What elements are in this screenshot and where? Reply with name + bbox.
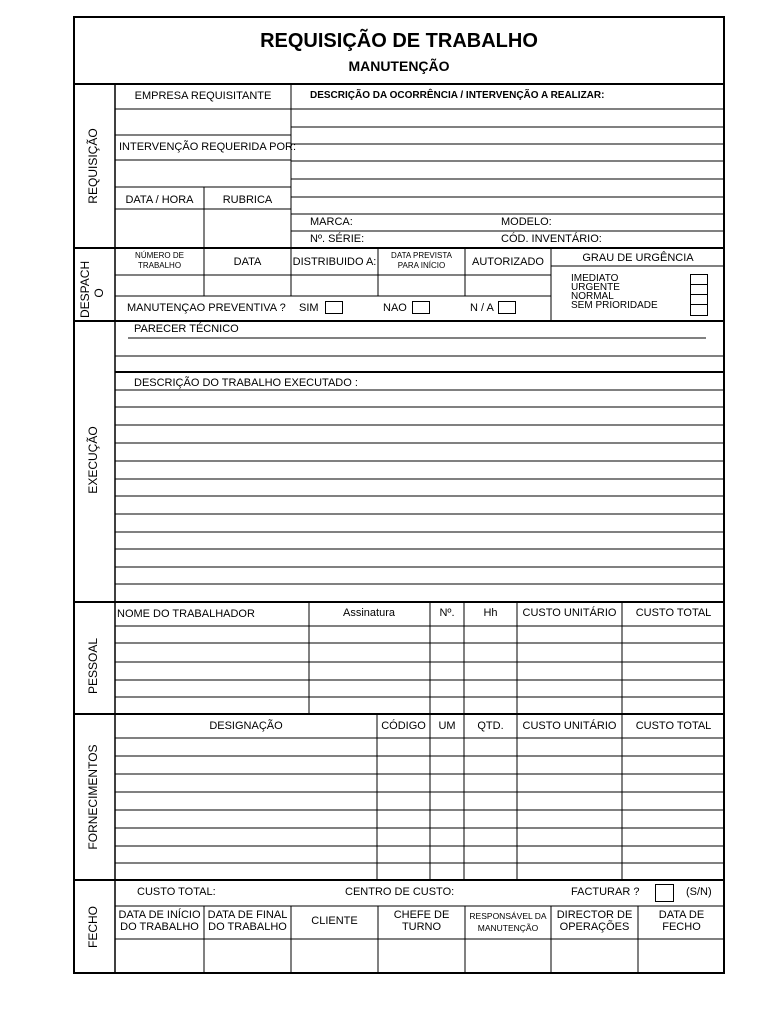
urgencia-normal: NORMAL — [571, 291, 614, 302]
urgencia-urgente: URGENTE — [571, 282, 620, 293]
section-fecho: FECHO — [86, 906, 100, 948]
fecho-col-data-fecho-2: FECHO — [662, 921, 701, 933]
section-execucao: EXECUÇÃO — [86, 426, 100, 494]
checkbox-facturar[interactable] — [655, 884, 674, 902]
forn-col-custo-total: CUSTO TOTAL — [635, 720, 712, 732]
forn-col-qtd: QTD. — [477, 720, 504, 732]
fecho-col-director-2: OPERAÇÕES — [559, 921, 630, 933]
section-despacho — [78, 260, 108, 318]
pessoal-col-assinatura: Assinatura — [343, 607, 395, 619]
checkbox-sim[interactable] — [325, 301, 343, 314]
label-parecer-tecnico: PARECER TÉCNICO — [134, 323, 239, 335]
urgencia-sem-prioridade: SEM PRIORIDADE — [571, 300, 658, 311]
label-marca: MARCA: — [310, 216, 353, 228]
fecho-col-responsavel-1: RESPONSÁVEL DA — [469, 911, 547, 921]
fecho-col-director — [551, 909, 638, 933]
pessoal-col-custo-unitario: CUSTO UNITÁRIO — [522, 607, 617, 619]
fecho-col-data-fecho-1: DATA DE — [658, 909, 705, 921]
urgencia-imediato: IMEDIATO — [571, 273, 619, 284]
label-facturar: FACTURAR ? — [571, 886, 640, 898]
label-numero-trabalho-1: NÚMERO DE — [135, 251, 184, 260]
label-manutencao-preventiva: MANUTENÇAO PREVENTIVA ? — [127, 302, 286, 314]
label-autorizado: AUTORIZADO — [472, 256, 544, 268]
pessoal-col-numero: Nº. — [439, 607, 455, 619]
label-data-hora: DATA / HORA — [125, 194, 194, 206]
label-empresa-requisitante: EMPRESA REQUISITANTE — [134, 90, 272, 102]
fecho-col-data-inicio-2: DO TRABALHO — [120, 921, 199, 933]
label-data-prevista-2: PARA INÍCIO — [397, 261, 446, 270]
label-intervencao-requerida: INTERVENÇÃO REQUERIDA POR: — [119, 141, 297, 153]
forn-col-designacao: DESIGNAÇÃO — [209, 720, 283, 732]
checkbox-nao[interactable] — [412, 301, 430, 314]
label-na: N / A — [470, 302, 494, 314]
pessoal-col-custo-total: CUSTO TOTAL — [635, 607, 712, 619]
fecho-col-data-final — [204, 909, 291, 933]
urgencia-checkbox-stack[interactable] — [690, 274, 708, 316]
label-sn: (S/N) — [686, 886, 712, 898]
section-despacho-line1: DESPACH — [78, 260, 92, 318]
fecho-col-responsavel-2: MANUTENÇÃO — [477, 923, 539, 933]
label-despacho-data: DATA — [233, 256, 262, 268]
fecho-col-data-final-1: DATA DE FINAL — [207, 909, 288, 921]
fecho-col-data-inicio — [115, 909, 204, 933]
pessoal-col-hh: Hh — [483, 607, 498, 619]
label-custo-total: CUSTO TOTAL: — [137, 886, 216, 898]
label-sim: SIM — [299, 302, 319, 314]
fecho-col-chefe-turno-1: CHEFE DE — [393, 909, 450, 921]
label-centro-custo: CENTRO DE CUSTO: — [345, 886, 455, 898]
work-request-form — [73, 16, 725, 974]
checkbox-na[interactable] — [498, 301, 516, 314]
label-data-prevista — [378, 251, 465, 271]
fecho-col-director-1: DIRECTOR DE — [556, 909, 633, 921]
forn-col-custo-unitario: CUSTO UNITÁRIO — [522, 720, 617, 732]
label-grau-urgencia: GRAU DE URGÊNCIA — [582, 252, 694, 264]
form-title: REQUISIÇÃO DE TRABALHO — [260, 30, 538, 52]
pessoal-col-nome: NOME DO TRABALHADOR — [117, 608, 255, 620]
forn-col-um: UM — [438, 720, 456, 732]
label-distribuido: DISTRIBUIDO A: — [292, 256, 377, 268]
fecho-col-cliente: CLIENTE — [311, 915, 358, 927]
section-despacho-line2: O — [92, 288, 106, 298]
form-subtitle: MANUTENÇÃO — [348, 58, 450, 74]
label-numero-trabalho-2: TRABALHO — [137, 261, 182, 270]
fecho-col-responsavel — [465, 910, 551, 934]
fecho-col-chefe-turno-2: TURNO — [401, 921, 442, 933]
label-data-prevista-1: DATA PREVISTA — [391, 251, 452, 260]
label-rubrica: RUBRICA — [222, 194, 273, 206]
section-requisicao: REQUISIÇÃO — [86, 128, 100, 204]
label-cod-inventario: CÓD. INVENTÁRIO: — [501, 233, 602, 245]
forn-col-codigo: CÓDIGO — [381, 720, 426, 732]
fecho-col-data-final-2: DO TRABALHO — [208, 921, 287, 933]
label-descricao-trabalho: DESCRIÇÃO DO TRABALHO EXECUTADO : — [134, 377, 358, 389]
label-nao: NAO — [383, 302, 407, 314]
label-n-serie: Nº. SÉRIE: — [310, 233, 365, 245]
fecho-col-chefe-turno — [378, 909, 465, 933]
fecho-col-data-inicio-1: DATA DE INÍCIO — [118, 909, 201, 921]
fecho-col-data-fecho — [638, 909, 725, 933]
section-fornecimentos: FORNECIMENTOS — [86, 744, 100, 850]
label-modelo: MODELO: — [501, 216, 552, 228]
section-pessoal: PESSOAL — [86, 637, 100, 695]
label-numero-trabalho — [115, 251, 204, 271]
label-descricao-ocorrencia: DESCRIÇÃO DA OCORRÊNCIA / INTERVENÇÃO A REALIZAR: — [310, 90, 605, 101]
form-grid-lines — [73, 16, 725, 974]
